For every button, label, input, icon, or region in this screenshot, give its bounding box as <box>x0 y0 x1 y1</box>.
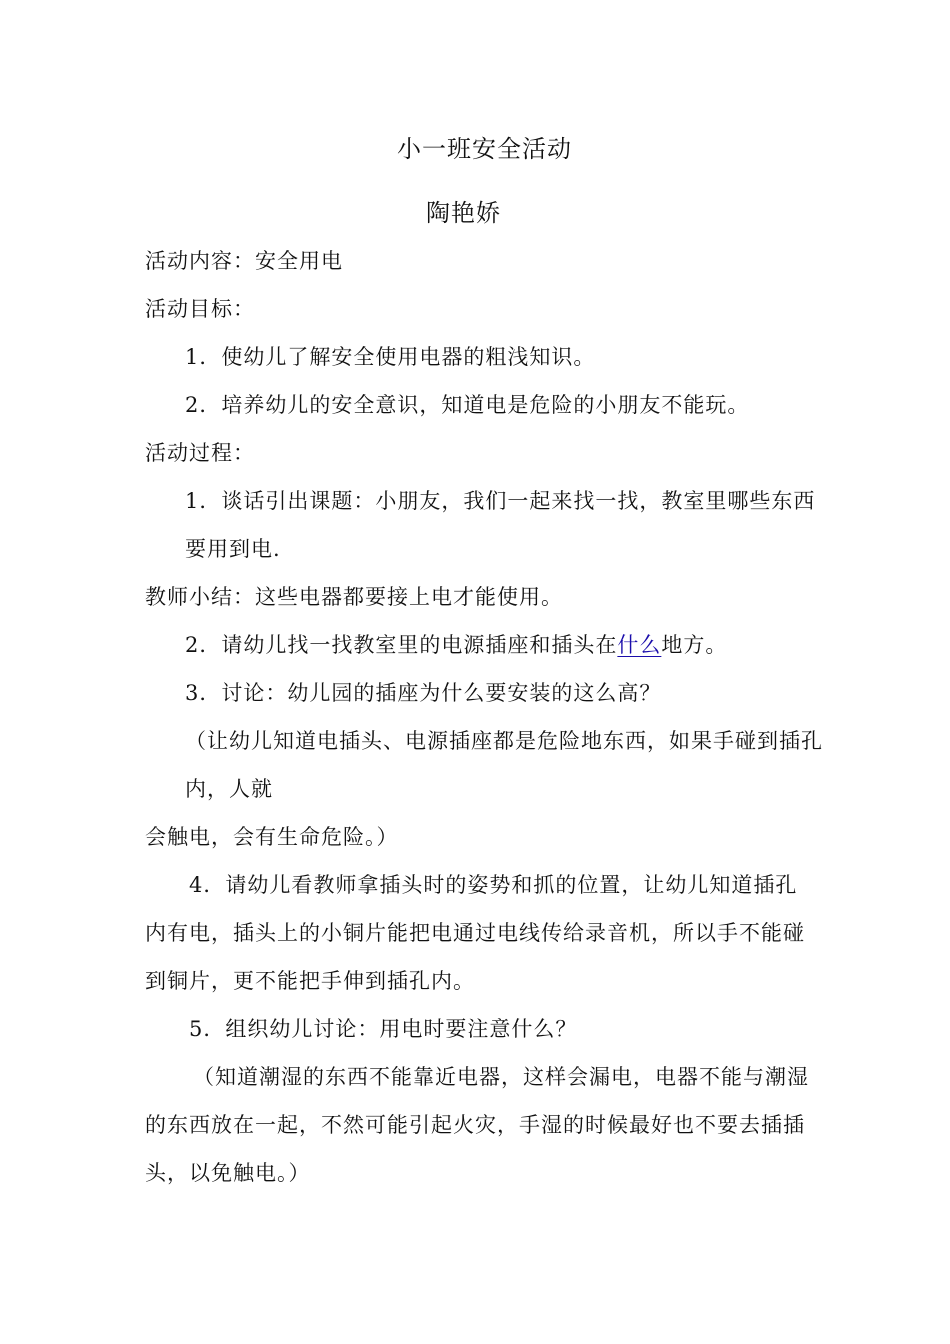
step-3-note-continued: 内，人就 <box>185 777 273 801</box>
step-3: 3．讨论：幼儿园的插座为什么要安装的这么高？ <box>185 681 662 705</box>
step-4: 4．请幼儿看教师拿插头时的姿势和抓的位置，让幼儿知道插孔 <box>189 873 798 897</box>
step-1-continued: 要用到电. <box>185 537 281 561</box>
goal-1: 1．使幼儿了解安全使用电器的粗浅知识。 <box>185 345 596 369</box>
step-5-note: （知道潮湿的东西不能靠近电器，这样会漏电，电器不能与潮湿 <box>193 1065 809 1089</box>
step-2 <box>185 632 727 658</box>
teacher-summary: 教师小结：这些电器都要接上电才能使用。 <box>145 585 563 609</box>
step-4-continued: 内有电，插头上的小铜片能把电通过电线传给录音机，所以手不能碰 <box>145 921 805 945</box>
step-3-note: （让幼儿知道电插头、电源插座都是危险地东西，如果手碰到插孔 <box>185 729 823 753</box>
step-5: 5．组织幼儿讨论：用电时要注意什么？ <box>189 1017 578 1041</box>
step-5-note-end: 头，以免触电。） <box>145 1161 311 1185</box>
section-goals: 活动目标： <box>145 297 255 321</box>
goal-2: 2．培养幼儿的安全意识，知道电是危险的小朋友不能玩。 <box>185 393 750 417</box>
document-author: 陶艳娇 <box>426 199 501 227</box>
document-title: 小一班安全活动 <box>397 135 572 163</box>
step-4-end: 到铜片，更不能把手伸到插孔内。 <box>145 969 475 993</box>
step-1: 1．谈话引出课题：小朋友，我们一起来找一找，教室里哪些东西 <box>185 489 816 513</box>
step-5-note-continued: 的东西放在一起，不然可能引起火灾，手湿的时候最好也不要去插插 <box>145 1113 805 1137</box>
section-content: 活动内容：安全用电 <box>145 249 343 273</box>
step-2-text-before: 2．请幼儿找一找教室里的电源插座和插头在 <box>185 633 618 657</box>
step-2-text-after: 地方。 <box>661 633 728 657</box>
section-process: 活动过程： <box>145 441 255 465</box>
step-3-note-end: 会触电，会有生命危险。） <box>145 825 399 849</box>
shenme-link[interactable]: 什么 <box>617 633 662 657</box>
